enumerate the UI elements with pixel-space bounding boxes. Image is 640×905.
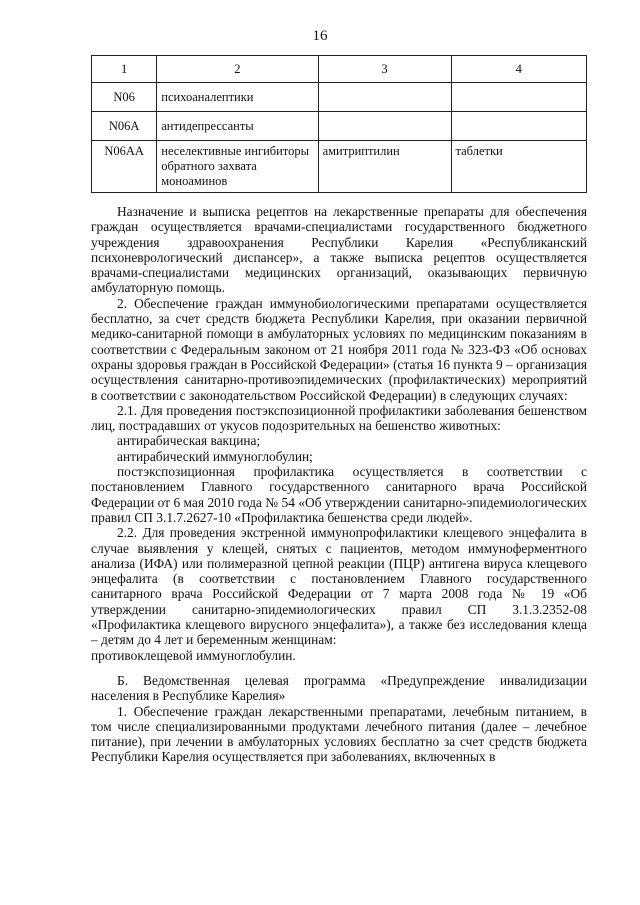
drug-cell bbox=[318, 83, 451, 112]
table-header-cell: 1 bbox=[92, 56, 157, 83]
paragraph: противоклещевой иммуноглобулин. bbox=[91, 647, 296, 663]
table-row bbox=[92, 112, 587, 141]
form-cell: таблетки bbox=[451, 141, 587, 193]
table-row bbox=[92, 141, 587, 193]
page-number: 16 bbox=[312, 28, 328, 44]
atc-code-cell: N06AA bbox=[92, 141, 157, 193]
table-row bbox=[92, 83, 587, 112]
group-cell: неселективные ингибиторы обратного захвата моноаминов bbox=[157, 141, 318, 193]
table-header-cell: 2 bbox=[157, 56, 318, 83]
paragraph: Назначение и выписка рецептов на лекарственные препараты для обеспечения граждан осуществляется врачами-специалистами государственного бюджетного учреждения здравоохранения Республики Карелия «Республиканский психоневрологический диспансер», а также выписка рецептов осуществляется врачами-специалистами медицинских организаций, оказывающих первичную амбулаторную помощь. bbox=[91, 204, 587, 296]
paragraph: 1. Обеспечение граждан лекарственными препаратами, лечебным питанием, в том числе специализированными продуктами лечебного питания (далее – лечебное питание), при лечении в амбулаторных условиях бесплатно за счет средств бюджета Республики Карелия осуществляется при заболеваниях, включенных в bbox=[91, 703, 587, 765]
table-header-cell: 3 bbox=[318, 56, 451, 83]
group-cell: психоаналептики bbox=[157, 83, 318, 112]
drug-table bbox=[91, 55, 587, 193]
drug-cell bbox=[318, 112, 451, 141]
paragraph: 2.1. Для проведения постэкспозиционной профилактики заболевания бешенством лиц, пострадавших от укусов подозрительных на бешенство животных: bbox=[91, 402, 587, 434]
paragraph: 2. Обеспечение граждан иммунобиологическими препаратами осуществляется бесплатно, за счет средств бюджета Республики Карелия, при оказании первичной медико-санитарной помощи в амбулаторных условиях по медицинским показаниям в соответствии с Федеральным законом от 21 ноября 2011 года № 323-ФЗ «Об основах охраны здоровья граждан в Российской Федерации» (статья 16 пункта 9 – организация осуществления санитарно-противоэпидемических (профилактических) мероприятий в соответствии с законодательством Российской Федерации) в следующих случаях: bbox=[91, 295, 587, 403]
paragraph: 2.2. Для проведения экстренной иммунопрофилактики клещевого энцефалита в случае выявления у клещей, снятых с пациентов, методом иммуноферментного анализа (ИФА) или полимеразной цепной реакции (ПЦР) антигена вируса клещевого энцефалита (в соответствии с постановлением Главного государственного санитарного врача Российской Федерации от 7 марта 2008 года № 19 «Об утверждении санитарно-эпидемиологических правил СП 3.1.3.2352-08 «Профилактика клещевого вирусного энцефалита»), а также без исследования клеща – детям до 4 лет и беременным женщинам: bbox=[91, 525, 587, 648]
section-heading: Б. Ведомственная целевая программа «Предупреждение инвалидизации населения в Республике Карелия» bbox=[91, 672, 587, 704]
paragraph: постэкспозиционная профилактика осуществляется в соответствии с постановлением Главного государственного санитарного врача Российской Федерации от 6 мая 2010 года № 54 «Об утверждении санитарно-эпидемиологических правил СП 3.1.7.2627-10 «Профилактика бешенства среди людей». bbox=[91, 464, 587, 525]
form-cell bbox=[451, 112, 587, 141]
atc-code-cell: N06 bbox=[92, 83, 157, 112]
group-cell: антидепрессанты bbox=[157, 112, 318, 141]
table-header-row bbox=[92, 56, 587, 83]
body-text bbox=[91, 204, 587, 765]
paragraph: антирабический иммуноглобулин; bbox=[117, 448, 313, 464]
table-header-cell: 4 bbox=[451, 56, 587, 83]
form-cell bbox=[451, 83, 587, 112]
paragraph: антирабическая вакцина; bbox=[117, 433, 261, 449]
drug-cell: амитриптилин bbox=[318, 141, 451, 193]
atc-code-cell: N06A bbox=[92, 112, 157, 141]
